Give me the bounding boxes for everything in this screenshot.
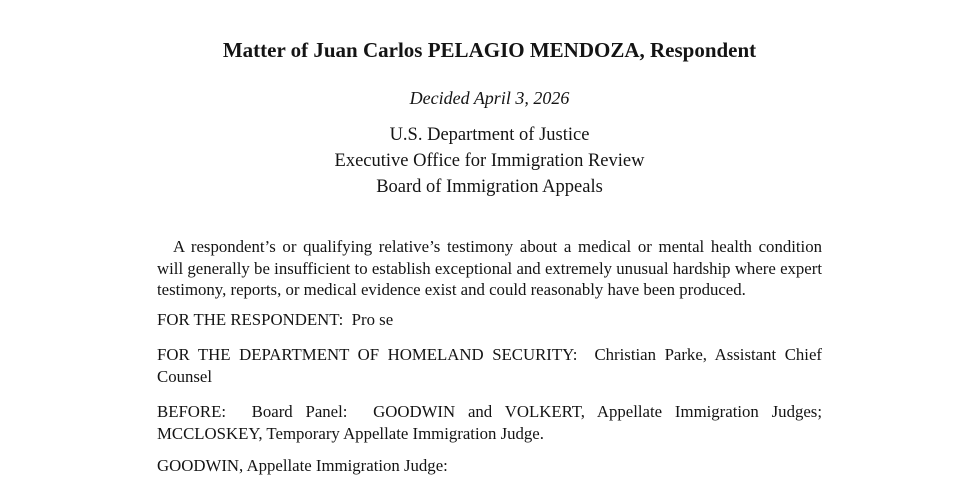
agency-line-eoir: Executive Office for Immigration Review bbox=[334, 151, 645, 171]
agency-line-bia: Board of Immigration Appeals bbox=[376, 177, 603, 197]
headnote-paragraph: A respondent’s or qualifying relative’s testimony about a medical or mental health condition will generally be insufficient to establish exceptional and extremely unusual hardship where expert testimony, reports, or medical evidence exist and could reasonably have been produced. bbox=[157, 237, 822, 299]
case-title: Matter of Juan Carlos PELAGIO MENDOZA, Respondent bbox=[222, 38, 757, 62]
agency-header bbox=[157, 122, 822, 200]
panel-before-line: BEFORE: Board Panel: GOODWIN and VOLKERT, Appellate Immigration Judges; MCCLOSKEY, Temporary Appellate Immigration Judge. bbox=[157, 402, 827, 443]
appearance-dhs-line: FOR THE DEPARTMENT OF HOMELAND SECURITY: Christian Parke, Assistant Chief Counsel bbox=[157, 345, 827, 386]
appearance-respondent-line: FOR THE RESPONDENT: Pro se bbox=[157, 309, 394, 329]
agency-line-doj: U.S. Department of Justice bbox=[389, 125, 590, 145]
decided-date-line: Decided April 3, 2026 bbox=[409, 88, 570, 108]
opinion-author-line: GOODWIN, Appellate Immigration Judge: bbox=[157, 456, 448, 475]
